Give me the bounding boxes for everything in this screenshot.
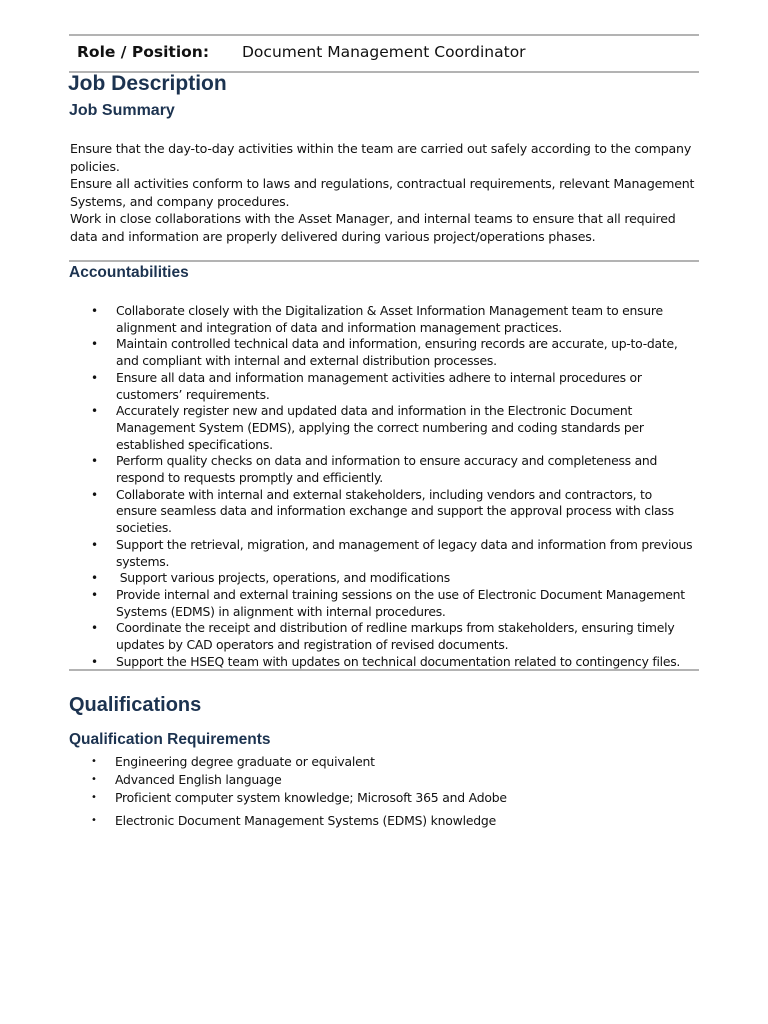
- role-value: Document Management Coordinator: [242, 43, 526, 61]
- list-item: [91, 620, 696, 653]
- list-item-text: Electronic Document Management Systems (EDMS) knowledge: [115, 813, 496, 828]
- list-item: [91, 370, 696, 403]
- list-item-text: Collaborate with internal and external stakeholders, including vendors and contractors, to ensure seamless data and information exchange and support the approval process with class societies.: [116, 486, 674, 536]
- list-item-text: Engineering degree graduate or equivalent: [115, 754, 375, 769]
- bullet-icon: •: [91, 454, 98, 469]
- list-item-text: Proficient computer system knowledge; Microsoft 365 and Adobe: [115, 790, 507, 805]
- bullet-icon: •: [91, 404, 98, 419]
- bullet-icon: •: [91, 571, 98, 586]
- list-item: [91, 303, 696, 336]
- list-item-text: Maintain controlled technical data and information, ensuring records are accurate, up-to-date, and compliant with internal and external distribution processes.: [116, 336, 678, 369]
- list-item: [91, 453, 696, 486]
- qualifications-heading: Qualifications: [69, 694, 202, 716]
- list-item: [91, 537, 696, 570]
- summary-paragraph: Work in close collaborations with the Asset Manager, and internal teams to ensure that all required data and information are properly delivered during various project/operations phases.: [70, 211, 676, 244]
- bullet-icon: •: [91, 587, 98, 602]
- list-item: [91, 654, 696, 671]
- list-item: [91, 336, 696, 369]
- qualifications-list: [91, 753, 696, 830]
- list-item-text: Support various projects, operations, and modifications: [116, 570, 450, 586]
- bullet-icon: •: [91, 774, 97, 785]
- job-summary-text: [70, 140, 700, 245]
- section-divider: [69, 669, 699, 671]
- list-item: [91, 812, 696, 830]
- accountabilities-list: [91, 303, 696, 670]
- list-item-text: Advanced English language: [115, 772, 282, 787]
- job-description-heading: Job Description: [68, 72, 227, 95]
- list-item: [91, 789, 696, 807]
- qualification-requirements-heading: Qualification Requirements: [69, 731, 271, 748]
- list-item: [91, 487, 696, 537]
- bullet-icon: •: [91, 621, 98, 636]
- list-item: [91, 771, 696, 789]
- summary-paragraph: Ensure all activities conform to laws and regulations, contractual requirements, relevant Management Systems, and company procedures.: [70, 176, 695, 209]
- list-item: [91, 403, 696, 453]
- list-item-text: Perform quality checks on data and information to ensure accuracy and completeness and respond to requests promptly and efficiently.: [116, 453, 658, 486]
- list-item: [91, 570, 696, 587]
- list-item-text: Provide internal and external training sessions on the use of Electronic Document Management Systems (EDMS) in alignment with internal procedures.: [116, 586, 685, 619]
- list-item: [91, 753, 696, 771]
- bullet-icon: •: [91, 756, 97, 767]
- job-summary-heading: Job Summary: [69, 102, 175, 119]
- list-item-text: Support the retrieval, migration, and management of legacy data and information from previous systems.: [116, 536, 693, 569]
- bullet-icon: •: [91, 654, 98, 669]
- list-item-text: Ensure all data and information management activities adhere to internal procedures or customers’ requirements.: [116, 369, 642, 402]
- list-item-text: Support the HSEQ team with updates on technical documentation related to contingency files.: [116, 653, 681, 669]
- accountabilities-heading: Accountabilities: [69, 264, 189, 281]
- header-top-rule: [69, 34, 699, 36]
- summary-paragraph: Ensure that the day-to-day activities within the team are carried out safely according to the company policies.: [70, 141, 692, 174]
- list-item-text: Coordinate the receipt and distribution of redline markups from stakeholders, ensuring timely updates by CAD operators and registration of revised documents.: [116, 620, 675, 653]
- section-divider: [69, 260, 699, 262]
- bullet-icon: •: [91, 304, 98, 318]
- bullet-icon: •: [91, 815, 97, 826]
- bullet-icon: •: [91, 337, 98, 352]
- bullet-icon: •: [91, 370, 98, 385]
- list-item-text: Collaborate closely with the Digitalization & Asset Information Management team to ensure alignment and integration of data and information management practices.: [116, 303, 663, 335]
- bullet-icon: •: [91, 792, 97, 803]
- role-label: Role / Position:: [77, 43, 210, 61]
- list-item-text: Accurately register new and updated data and information in the Electronic Document Management System (EDMS), applying the correct numbering and coding standards per established specifications.: [116, 403, 644, 452]
- bullet-icon: •: [91, 537, 98, 552]
- bullet-icon: •: [91, 487, 98, 502]
- list-item: [91, 587, 696, 620]
